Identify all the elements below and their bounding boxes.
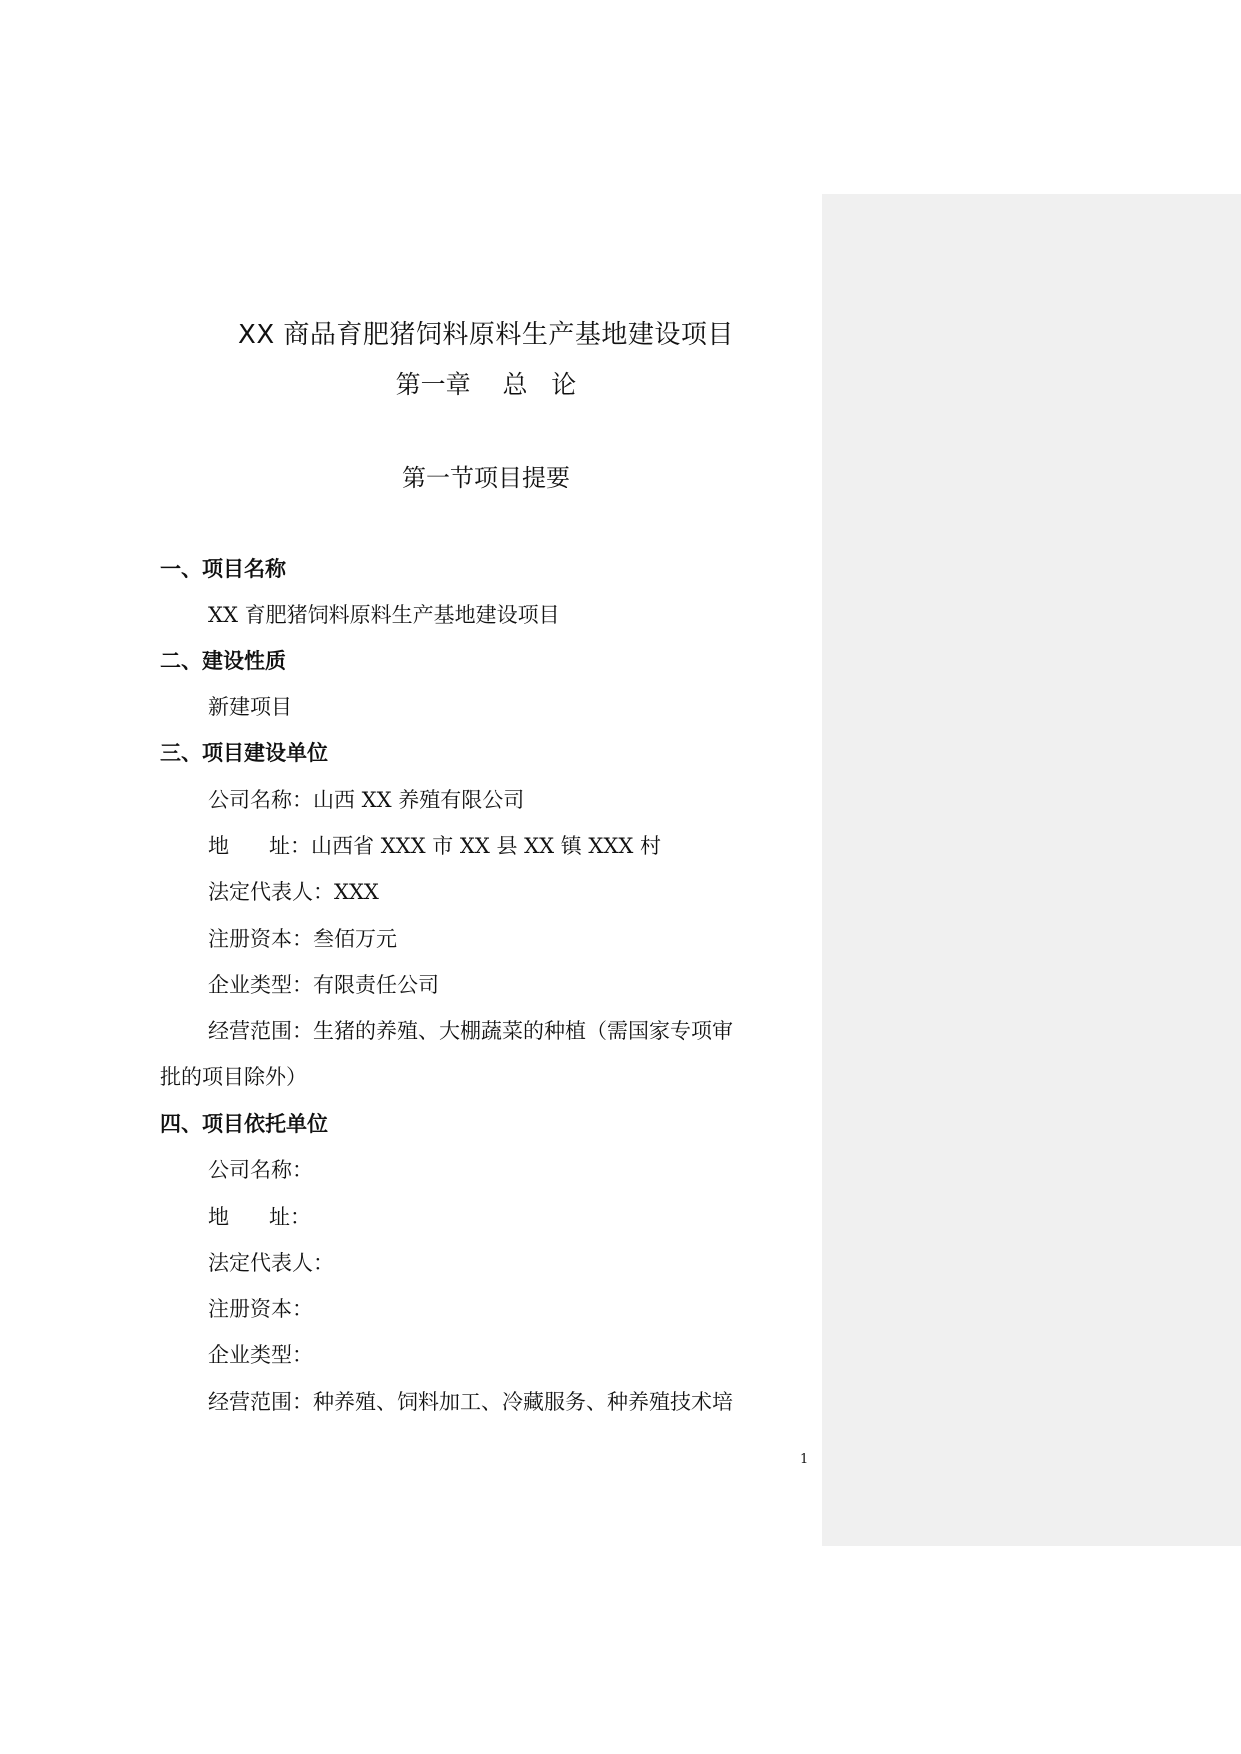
- item-heading-construction-nature: 二、建设性质: [160, 649, 286, 673]
- builder-capital: 注册资本：叁佰万元: [208, 927, 397, 951]
- support-business-scope: 经营范围：种养殖、饲料加工、冷藏服务、种养殖技术培: [208, 1390, 733, 1414]
- support-capital: 注册资本：: [208, 1297, 313, 1321]
- support-company-name: 公司名称：: [208, 1158, 313, 1182]
- item-heading-support-unit: 四、项目依托单位: [160, 1112, 328, 1136]
- support-company-type: 企业类型：: [208, 1343, 313, 1367]
- section-heading: 第一节项目提要: [402, 464, 570, 492]
- builder-company-name: 公司名称：山西 XX 养殖有限公司: [208, 788, 525, 812]
- chapter-heading: 第一章 总 论: [395, 370, 577, 399]
- builder-company-type: 企业类型：有限责任公司: [208, 973, 439, 997]
- builder-business-scope-cont: 批的项目除外）: [160, 1065, 307, 1089]
- item-heading-project-name: 一、项目名称: [160, 557, 286, 581]
- comment-pane: [822, 194, 1241, 1546]
- builder-business-scope: 经营范围：生猪的养殖、大棚蔬菜的种植（需国家专项审: [208, 1019, 733, 1043]
- item-heading-builder-unit: 三、项目建设单位: [160, 741, 328, 765]
- construction-nature-value: 新建项目: [208, 695, 292, 719]
- builder-legal-rep: 法定代表人：XXX: [208, 880, 379, 904]
- project-name-value: XX 育肥猪饲料原料生产基地建设项目: [208, 603, 560, 627]
- support-address: 地 址：: [208, 1205, 312, 1229]
- builder-address: 地 址：山西省 XXX 市 XX 县 XX 镇 XXX 村: [208, 834, 661, 858]
- support-legal-rep: 法定代表人：: [208, 1251, 334, 1275]
- page-number: 1: [800, 1452, 809, 1467]
- document-title: XX 商品育肥猪饲料原料生产基地建设项目: [238, 320, 734, 350]
